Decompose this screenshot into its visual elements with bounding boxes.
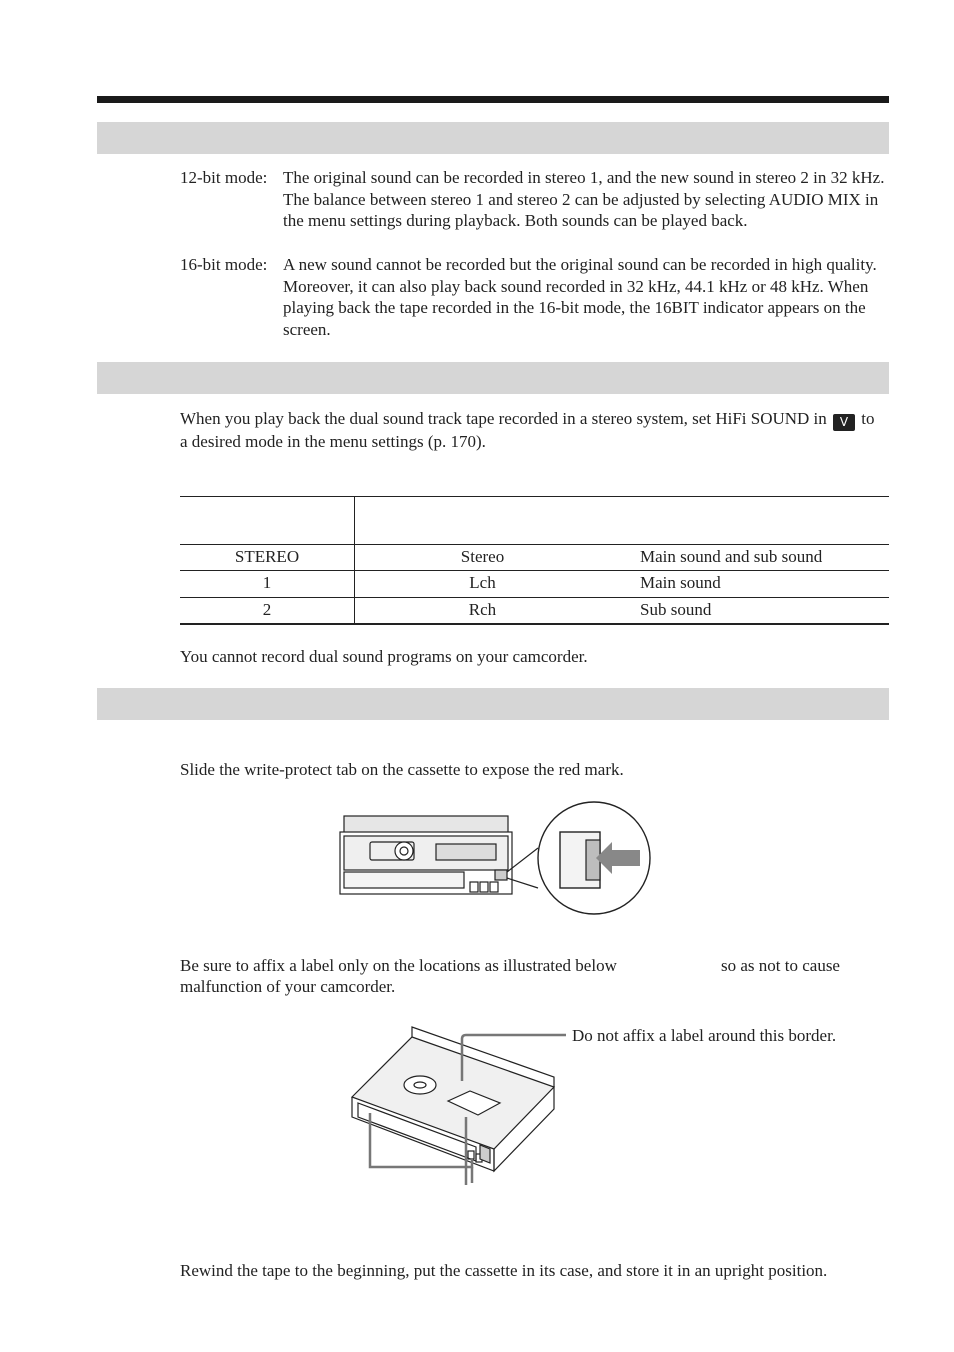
mode-desc-12bit: The original sound can be recorded in stereo 1, and the new sound in stereo 2 in 32 kHz. The balance between stereo 1 and stereo 2 can be adjusted by selecting AUDIO MIX in the menu settings during playback. Both sounds can be played back. — [283, 168, 885, 230]
table-cell-sound: Main sound and sub sound — [640, 547, 823, 566]
top-rule — [97, 96, 889, 103]
mode-label-12bit: 12-bit mode: — [180, 168, 268, 187]
section-header-cassette — [97, 688, 889, 720]
table-header-border — [180, 544, 889, 545]
table-cell-output: Rch — [468, 600, 497, 619]
table-row-border — [180, 597, 889, 598]
border-callout: Do not affix a label around this border. — [572, 1026, 837, 1045]
section-header-dual-sound — [97, 362, 889, 394]
table-cell-mode: 2 — [262, 600, 272, 619]
table-column-divider — [354, 496, 355, 624]
table-cell-sound: Main sound — [640, 573, 721, 592]
table-cell-sound: Sub sound — [640, 600, 712, 619]
vtr-menu-icon: V — [833, 414, 855, 431]
cassette-label-illustration — [340, 1025, 600, 1195]
label-instruction-line1b: so as not to cause — [721, 956, 840, 975]
table-top-border — [180, 496, 889, 497]
write-protect-illustration — [340, 810, 670, 900]
table-bottom-border — [180, 623, 889, 625]
dual-sound-note: You cannot record dual sound programs on your camcorder. — [180, 647, 588, 666]
table-cell-mode: STEREO — [234, 547, 300, 566]
label-text-1: Be sure to affix a label only on the locations as illustrated below — [180, 956, 617, 975]
write-protect-text: Slide the write-protect tab on the cassette to expose the red mark. — [180, 760, 624, 779]
dual-sound-paragraph — [180, 408, 880, 453]
mode-label-16bit: 16-bit mode: — [180, 255, 268, 274]
table-cell-output: Stereo — [460, 547, 505, 566]
section-header-audio-mode — [97, 122, 889, 154]
dual-sound-text-b: to a desired mode in the menu settings (p. 170). — [180, 409, 875, 451]
label-instruction-line2: malfunction of your camcorder. — [180, 977, 396, 996]
table-row-border — [180, 570, 889, 571]
storage-text: Rewind the tape to the beginning, put the cassette in its case, and store it in an upright position. — [180, 1261, 828, 1280]
mode-desc-16bit: A new sound cannot be recorded but the original sound can be recorded in high quality. Moreover, it can also play back sound recorded in 32 kHz, 44.1 kHz or 48 kHz. When playing back the tape recorded in the 16-bit mode, the 16BIT indicator appears on the screen. — [283, 255, 877, 339]
table-cell-output: Lch — [469, 573, 496, 592]
label-instruction-line1 — [180, 955, 617, 977]
dual-sound-text-a: When you play back the dual sound track tape recorded in a stereo system, set HiFi SOUND in — [180, 409, 827, 428]
table-cell-mode: 1 — [262, 573, 272, 592]
